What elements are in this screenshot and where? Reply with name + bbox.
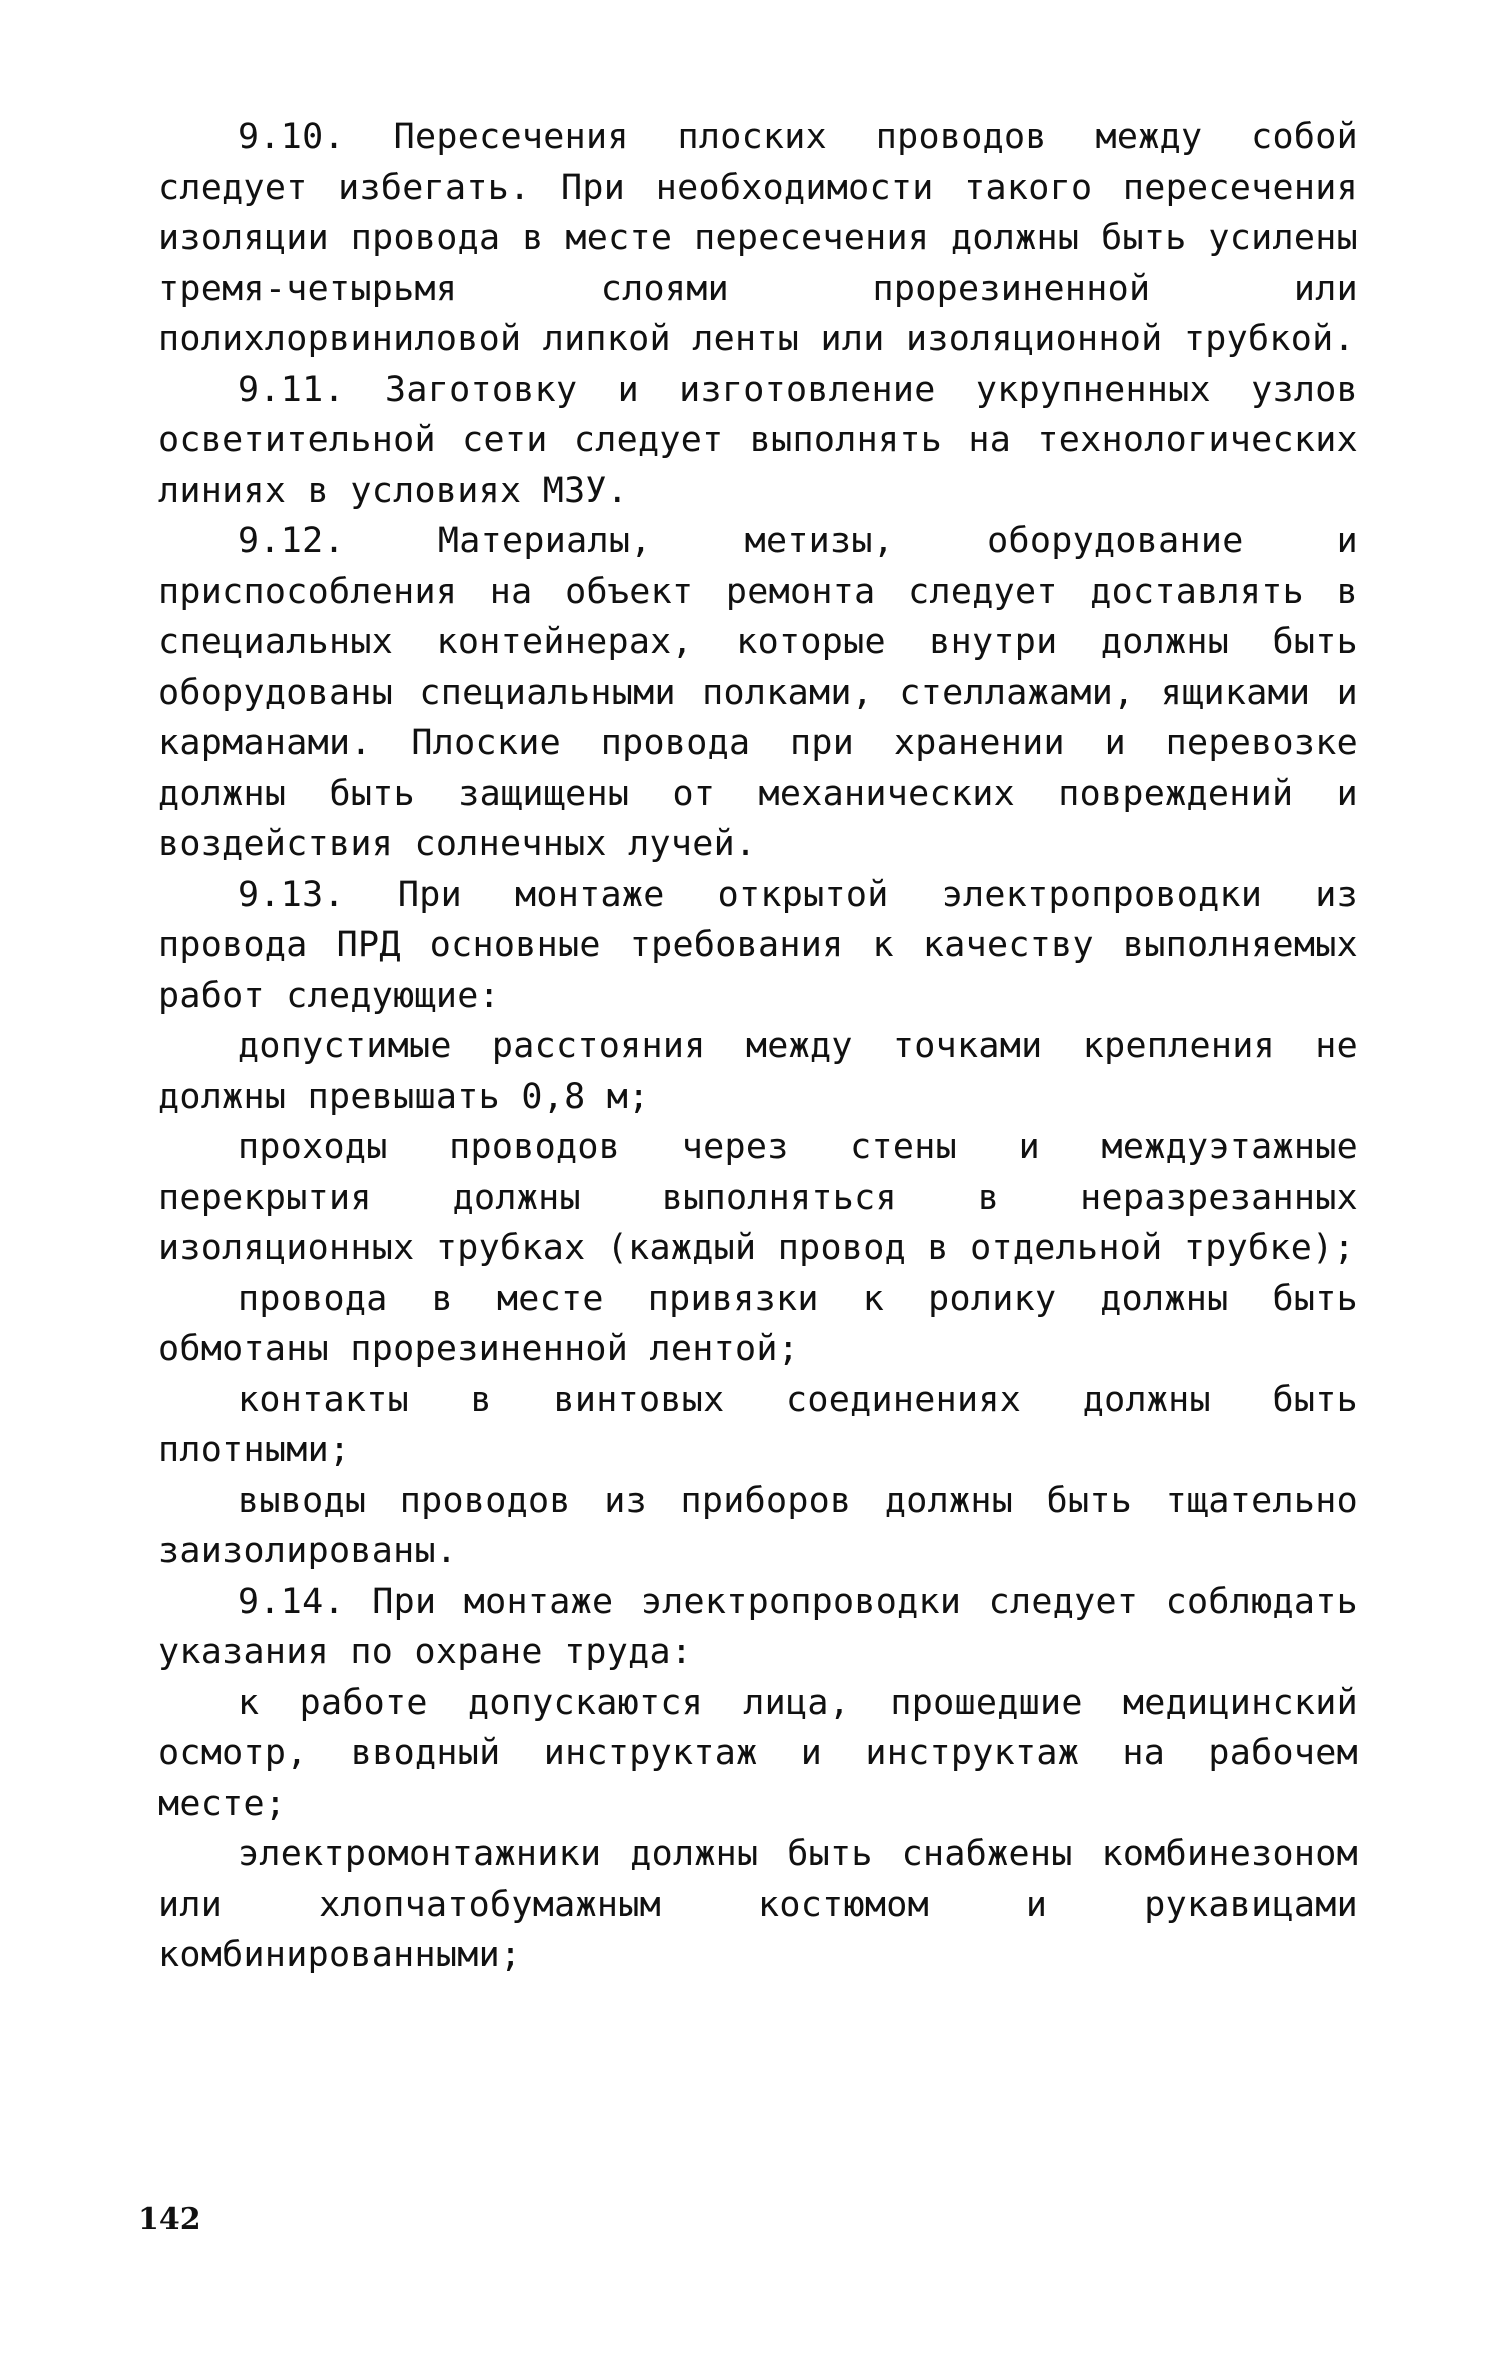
paragraph-9-13: 9.13. При монтаже открытой электропроводки из провода ПРД основные требования к качеству выполняемых работ следующие: bbox=[158, 874, 1358, 1016]
requirement-screw-contacts: контакты в винтовых соединениях должны быть плотными; bbox=[158, 1379, 1358, 1470]
safety-clothing: электромонтажники должны быть снабжены комбинезоном или хлопчатобумажным костюмом и рукавицами комбинированными; bbox=[158, 1834, 1358, 1975]
requirement-wall-passages: проходы проводов через стены и междуэтажные перекрытия должны выполняться в неразрезанных изоляционных трубках (каждый провод в отдельной трубке); bbox=[158, 1127, 1358, 1268]
requirement-roller-binding: провода в месте привязки к ролику должны быть обмотаны прорезиненной лентой; bbox=[158, 1278, 1358, 1369]
safety-admission: к работе допускаются лица, прошедшие медицинский осмотр, вводный инструктаж и инструктаж на рабочем месте; bbox=[158, 1682, 1358, 1824]
paragraph-9-11: 9.11. Заготовку и изготовление укрупненных узлов осветительной сети следует выполнять на технологических линиях в условиях МЗУ. bbox=[158, 369, 1358, 511]
paragraph-9-14: 9.14. При монтаже электропроводки следует соблюдать указания по охране труда: bbox=[158, 1581, 1358, 1672]
page-body bbox=[158, 112, 1358, 1981]
page-number: 142 bbox=[138, 2202, 201, 2237]
requirement-fastening-distance: допустимые расстояния между точками крепления не должны превышать 0,8 м; bbox=[158, 1026, 1358, 1117]
paragraph-9-12: 9.12. Материалы, метизы, оборудование и приспособления на объект ремонта следует доставлять в специальных контейнерах, которые внутри должны быть оборудованы специальными полками, стеллажами, ящиками и карманами. Плоские провода при хранении и перевозке должны быть защищены от механических повреждений и воздействия солнечных лучей. bbox=[158, 521, 1358, 864]
requirement-lead-insulation: выводы проводов из приборов должны быть тщательно заизолированы. bbox=[158, 1480, 1358, 1571]
paragraph-9-10: 9.10. Пересечения плоских проводов между собой следует избегать. При необходимости такого пересечения изоляции провода в месте пересечения должны быть усилены тремя-четырьмя слоями прорезиненной или полихлорвиниловой липкой ленты или изоляционной трубкой. bbox=[158, 117, 1358, 359]
